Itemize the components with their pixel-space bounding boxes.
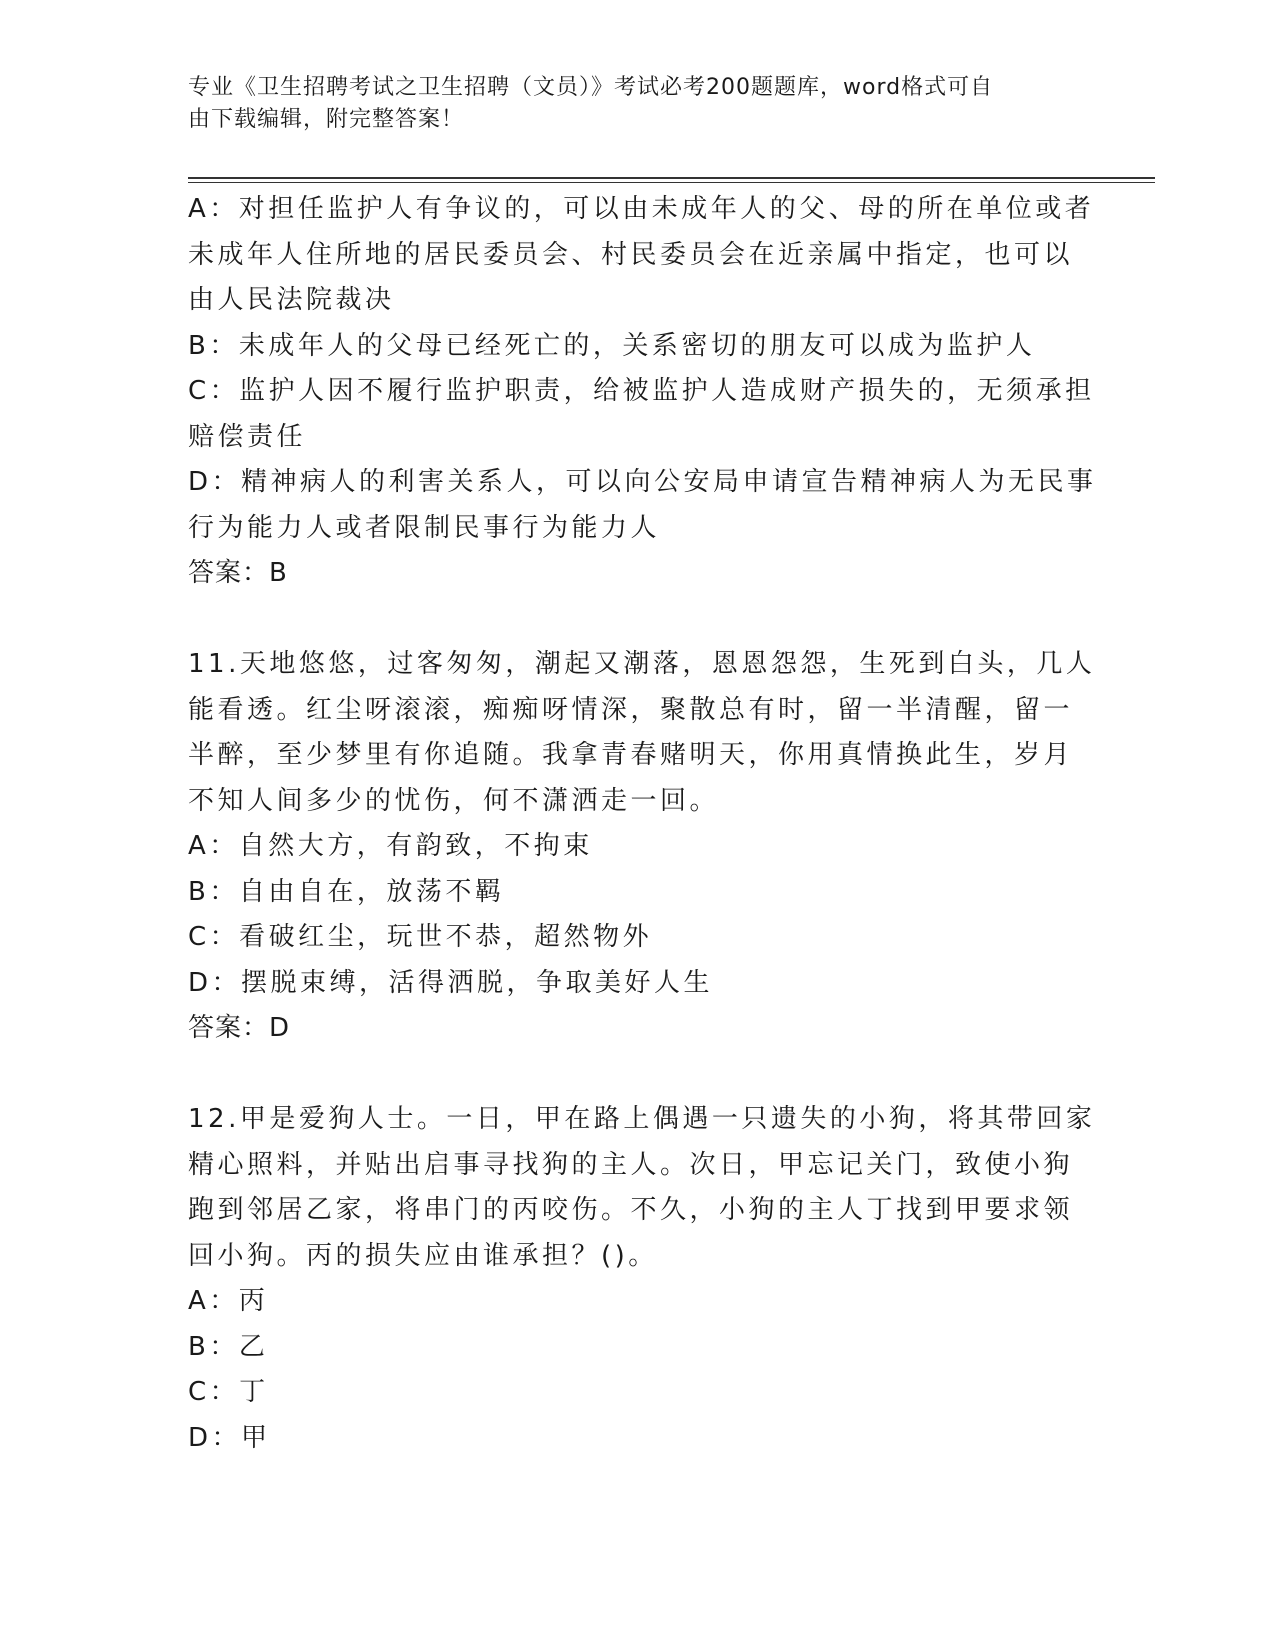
question-11	[188, 642, 1096, 1052]
option-c: C：丁	[188, 1377, 269, 1407]
header-divider-thin	[188, 182, 1155, 183]
option-c-line: 赔偿责任	[188, 421, 307, 452]
option-d-line: D：精神病人的利害关系人，可以向公安局申请宣告精神病人为无民事	[188, 467, 1097, 497]
question-stem-line: 精心照料，并贴出启事寻找狗的主人。次日，甲忘记关门，致使小狗	[188, 1149, 1074, 1180]
question-stem-line: 不知人间多少的忧伤，何不潇洒走一回。	[188, 785, 720, 816]
option-a-line: 未成年人住所地的居民委员会、村民委员会在近亲属中指定，也可以	[188, 239, 1074, 270]
option-c: C：看破红尘，玩世不恭，超然物外	[188, 922, 653, 952]
option-a: A：丙	[188, 1286, 269, 1316]
option-b: B：乙	[188, 1331, 269, 1362]
spacer	[188, 1052, 1078, 1098]
question-12	[188, 1097, 1096, 1461]
option-b: B：未成年人的父母已经死亡的，关系密切的朋友可以成为监护人	[188, 330, 1036, 361]
document-header	[188, 72, 1068, 136]
option-c-line: C：监护人因不履行监护职责，给被监护人造成财产损失的，无须承担	[188, 376, 1095, 406]
option-a: A：自然大方，有韵致，不拘束	[188, 831, 593, 861]
header-title-line-2: 由下载编辑，附完整答案！	[188, 107, 465, 132]
header-divider-thick	[188, 177, 1155, 179]
question-stem-line: 11.天地悠悠，过客匆匆，潮起又潮落，恩恩怨怨，生死到白头，几人	[188, 649, 1096, 679]
question-stem-line: 半醉，至少梦里有你追随。我拿青春赌明天，你用真情换此生，岁月	[188, 740, 1074, 770]
option-b: B：自由自在，放荡不羁	[188, 876, 505, 907]
question-10-options	[188, 187, 1097, 597]
question-stem-line: 12.甲是爱狗人士。一日，甲在路上偶遇一只遗失的小狗，将其带回家	[188, 1104, 1096, 1134]
option-a-line: 由人民法院裁决	[188, 285, 395, 315]
question-stem-line: 回小狗。丙的损失应由谁承担？()。	[188, 1240, 658, 1271]
document-body	[188, 187, 1097, 1461]
question-stem-line: 能看透。红尘呀滚滚，痴痴呀情深，聚散总有时，留一半清醒，留一	[188, 694, 1074, 725]
option-d-line: 行为能力人或者限制民事行为能力人	[188, 512, 661, 543]
spacer	[188, 597, 1078, 643]
option-d: D：摆脱束缚，活得洒脱，争取美好人生	[188, 967, 714, 998]
option-d: D：甲	[188, 1422, 271, 1453]
question-stem-line: 跑到邻居乙家，将串门的丙咬伤。不久，小狗的主人丁找到甲要求领	[188, 1195, 1074, 1225]
header-title-line-1: 专业《卫生招聘考试之卫生招聘（文员）》考试必考200题题库，word格式可自	[188, 75, 994, 100]
answer-label: 答案：D	[188, 1013, 291, 1043]
option-a-line: A：对担任监护人有争议的，可以由未成年人的父、母的所在单位或者	[188, 194, 1095, 224]
answer-label: 答案：B	[188, 558, 288, 588]
